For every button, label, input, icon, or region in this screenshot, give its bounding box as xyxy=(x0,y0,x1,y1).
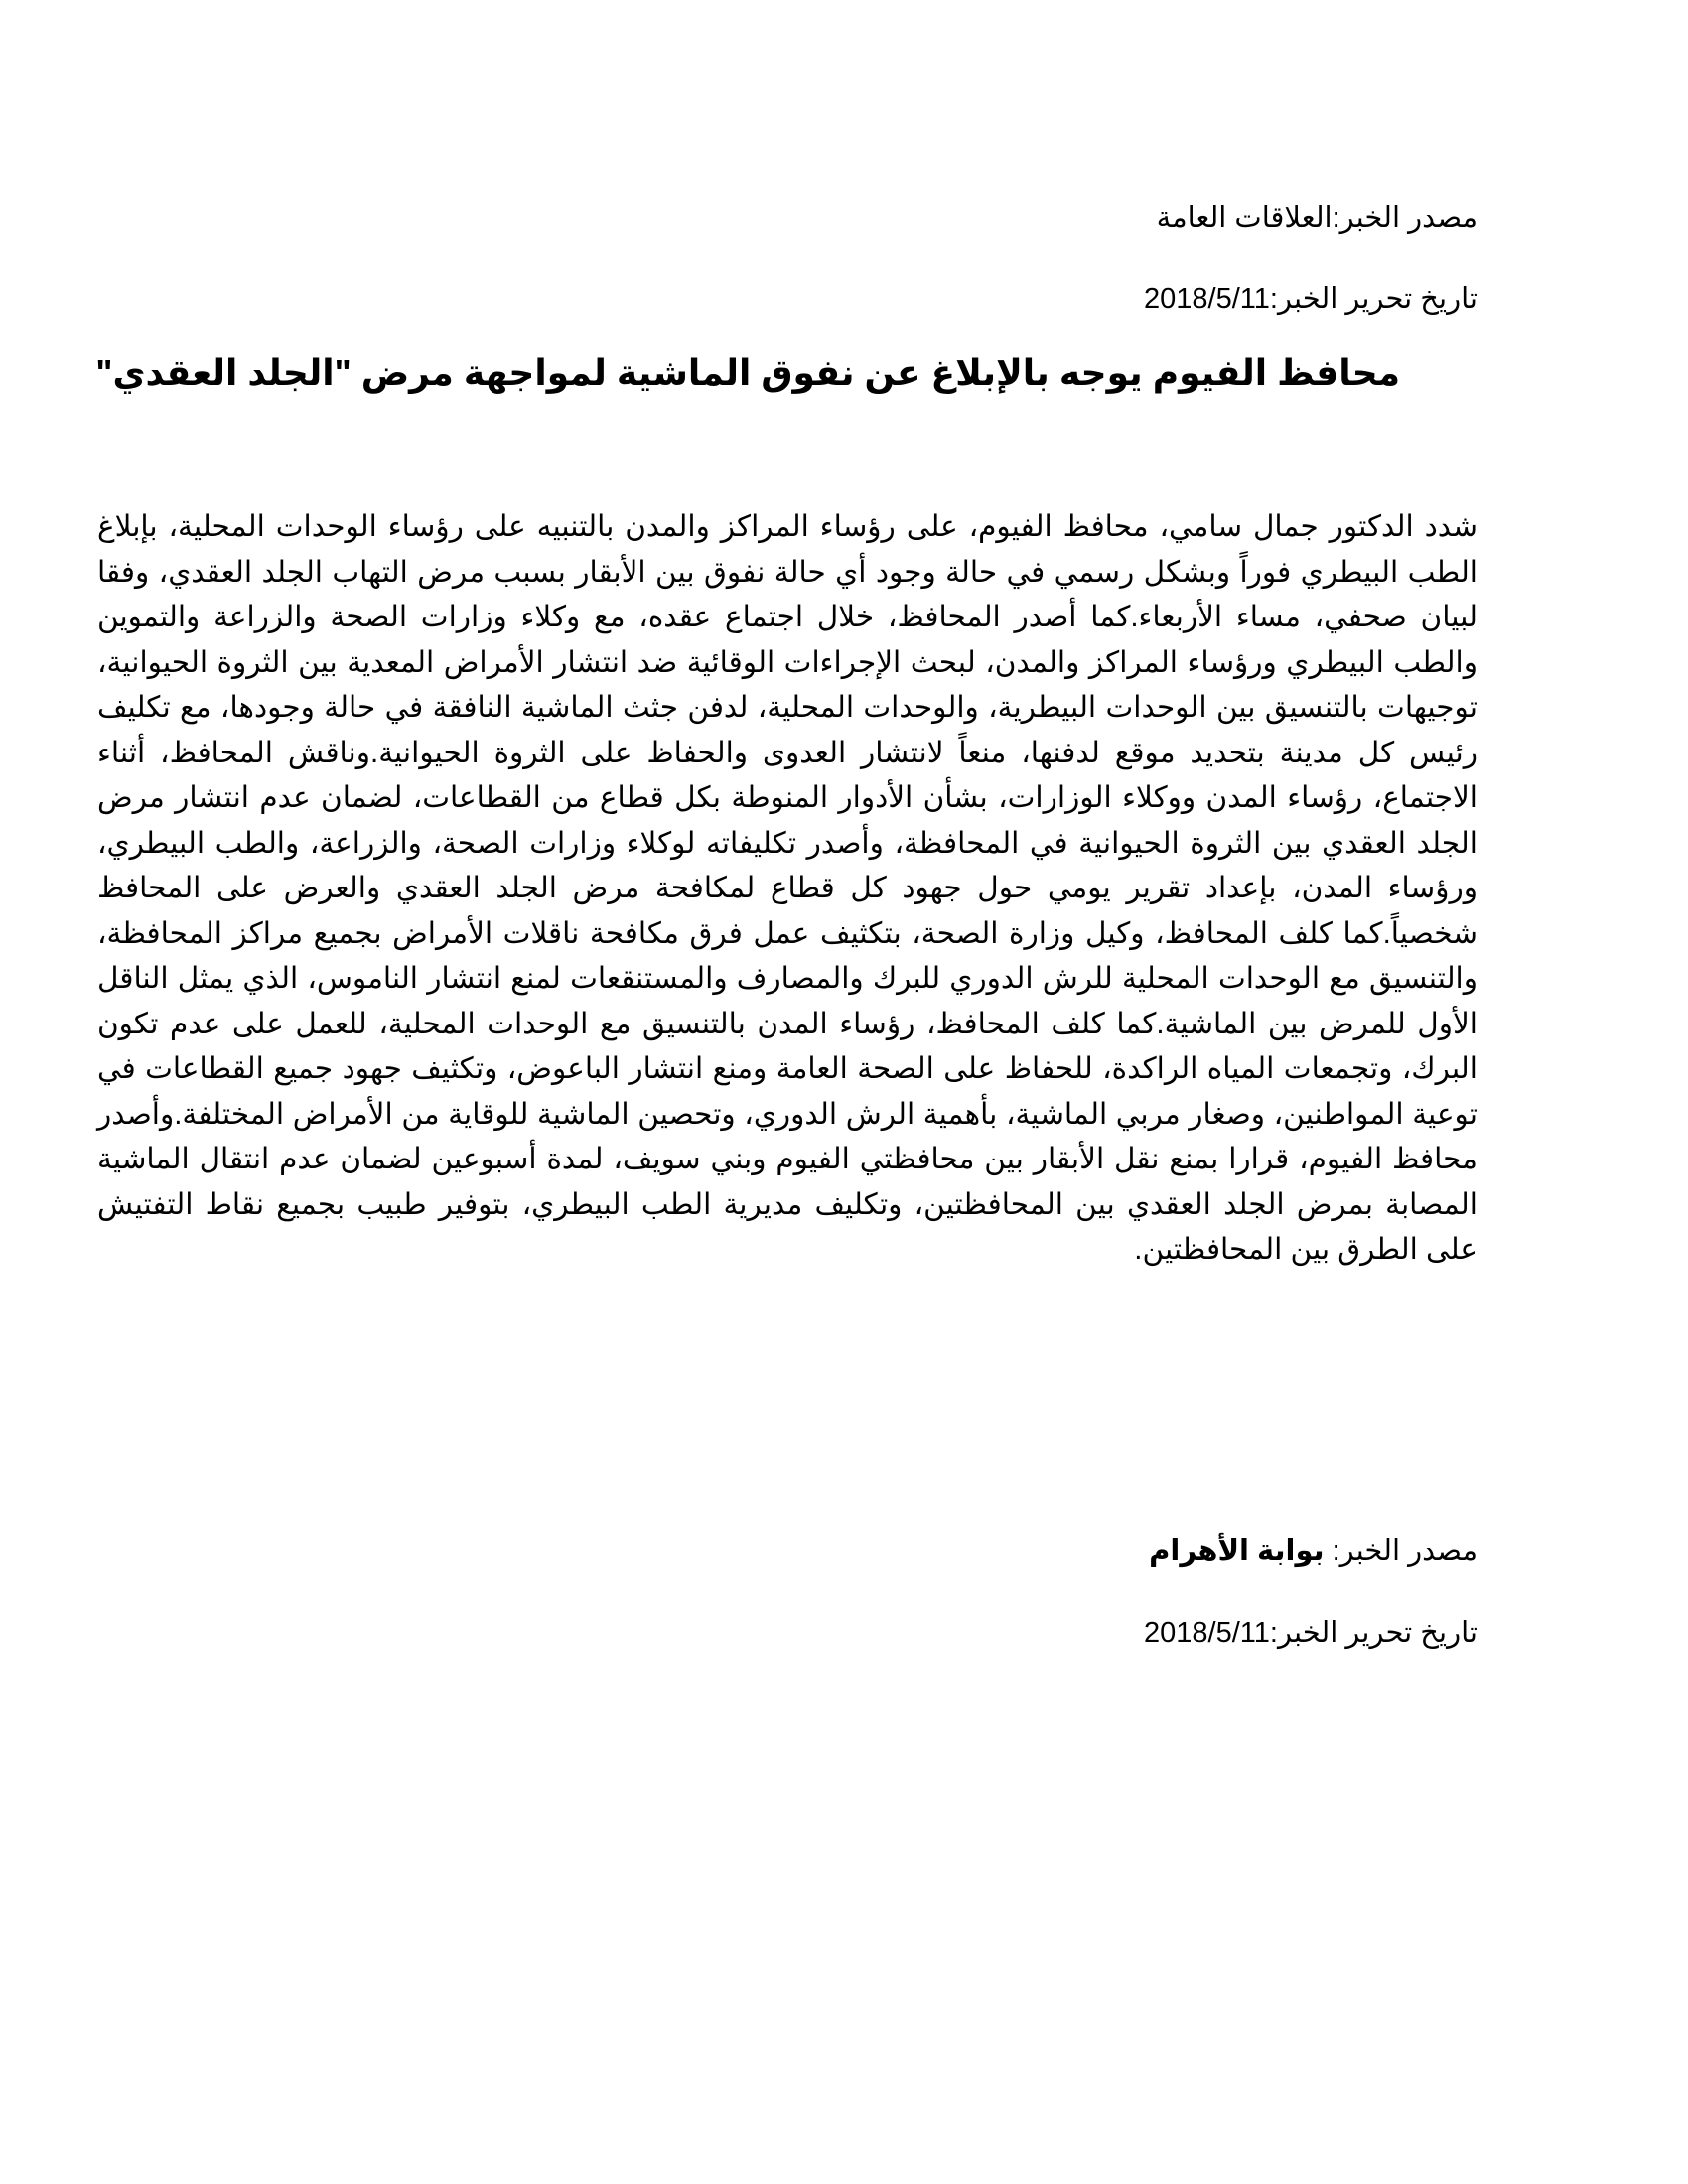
news-source-value: العلاقات العامة xyxy=(1156,203,1333,234)
footer-date-label: تاريخ تحرير الخبر: xyxy=(1269,1617,1477,1649)
news-source-label: مصدر الخبر: xyxy=(1332,203,1477,234)
footer-source-label: مصدر الخبر: xyxy=(1324,1535,1477,1567)
news-source-line xyxy=(1157,199,1477,238)
article-body: شدد الدكتور جمال سامي، محافظ الفيوم، على رؤساء المراكز والمدن بالتنبيه على رؤساء الوحدات المحلية، بإبلاغ الطب البيطري فوراً وبشكل رسمي في حالة وجود أي حالة نفوق بين الأبقار بسبب مرض التهاب الجلد العقدي، وفقا لبيان صحفي، مساء الأربعاء.كما أصدر المحافظ، خلال اجتماع عقده، مع وكلاء وزارات الصحة والزراعة والتموين والطب البيطري ورؤساء المراكز والمدن، لبحث الإجراءات الوقائية ضد انتشار الأمراض المعدية بين الثروة الحيوانية، توجيهات بالتنسيق بين الوحدات البيطرية، والوحدات المحلية، لدفن جثث الماشية النافقة في حالة وجودها، مع تكليف رئيس كل مدينة بتحديد موقع لدفنها، منعاً لانتشار العدوى والحفاظ على الثروة الحيوانية.وناقش المحافظ، أثناء الاجتماع، رؤساء المدن ووكلاء الوزارات، بشأن الأدوار المنوطة بكل قطاع من القطاعات، لضمان عدم انتشار مرض الجلد العقدي بين الثروة الحيوانية في المحافظة، وأصدر تكليفاته لوكلاء وزارات الصحة، والزراعة، والطب البيطري، ورؤساء المدن، بإعداد تقرير يومي حول جهود كل قطاع لمكافحة مرض الجلد العقدي والعرض على المحافظ شخصياً.كما كلف المحافظ، وكيل وزارة الصحة، بتكثيف عمل فرق مكافحة ناقلات الأمراض بجميع مراكز المحافظة، والتنسيق مع الوحدات المحلية للرش الدوري للبرك والمصارف والمستنقعات لمنع انتشار الناموس، الذي يمثل الناقل الأول للمرض بين الماشية.كما كلف المحافظ، رؤساء المدن بالتنسيق مع الوحدات المحلية، للعمل على عدم تكون البرك، وتجمعات المياه الراكدة، للحفاظ على الصحة العامة ومنع انتشار الباعوض، وتكثيف جهود جميع القطاعات في توعية المواطنين، وصغار مربي الماشية، بأهمية الرش الدوري، وتحصين الماشية للوقاية من الأمراض المختلفة.وأصدر محافظ الفيوم، قرارا بمنع نقل الأبقار بين محافظتي الفيوم وبني سويف، لمدة أسبوعين لضمان عدم انتقال الماشية المصابة بمرض الجلد العقدي بين المحافظتين، وتكليف مديرية الطب البيطري، بتوفير طبيب بجميع نقاط التفتيش على الطرق بين المحافظتين. xyxy=(97,510,1477,1266)
news-date-label: تاريخ تحرير الخبر: xyxy=(1269,283,1477,315)
news-date-value: 2018/5/11 xyxy=(1144,283,1270,315)
footer-date-line xyxy=(1144,1613,1477,1653)
news-date-line xyxy=(1144,279,1477,319)
footer-source-value: بوابة الأهرام xyxy=(1149,1535,1325,1567)
footer-date-value: 2018/5/11 xyxy=(1144,1617,1270,1649)
footer-source-line xyxy=(1149,1531,1477,1570)
article-title: محافظ الفيوم يوجه بالإبلاغ عن نفوق الماشية لمواجهة مرض "الجلد العقدي" xyxy=(95,352,1400,393)
